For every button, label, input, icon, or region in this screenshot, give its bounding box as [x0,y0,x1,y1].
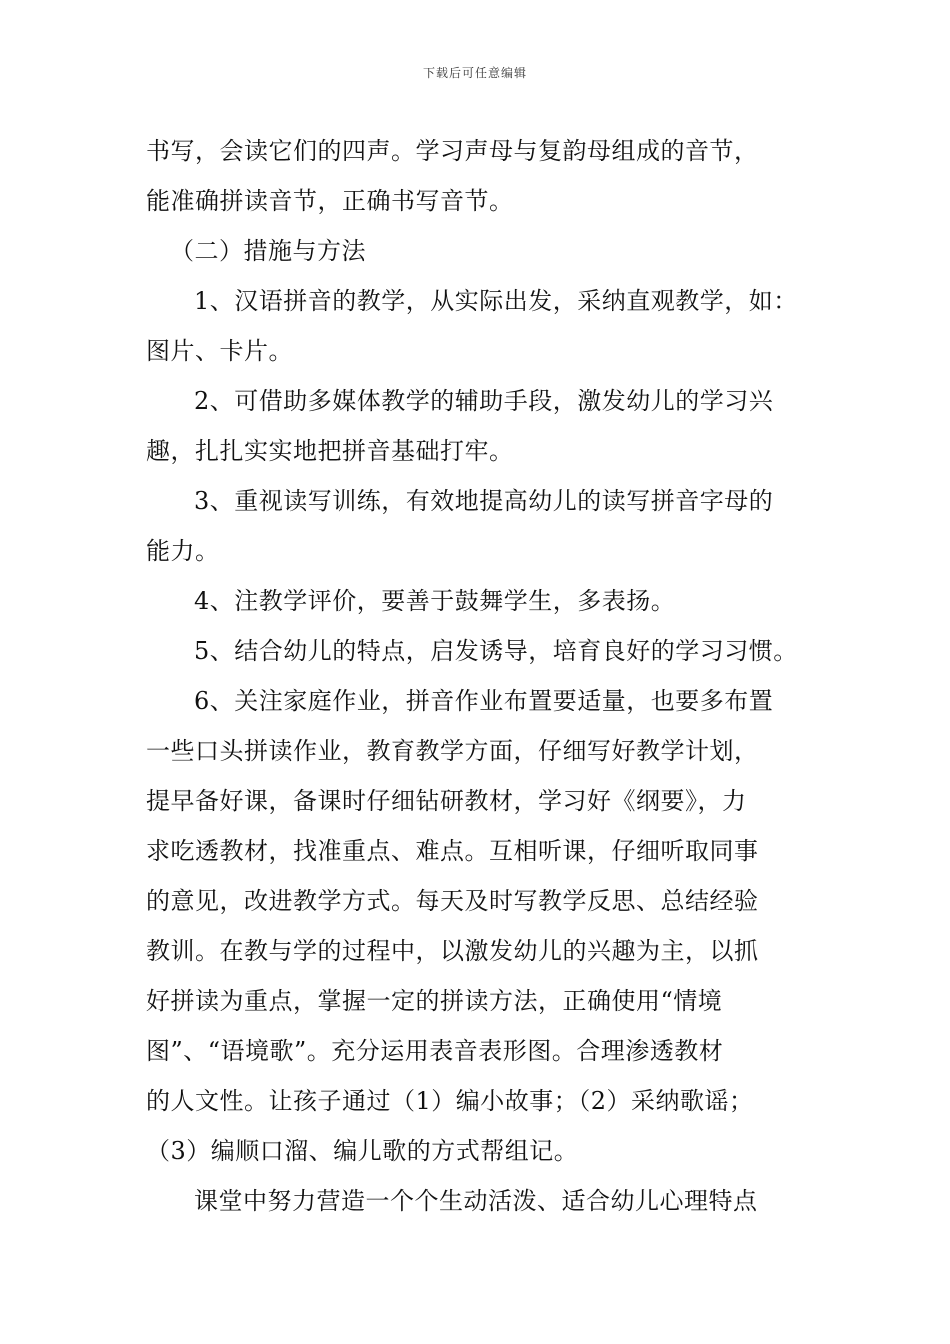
text-line: 图片、卡片。 [146,337,293,365]
text-line: 4、注教学评价，要善于鼓舞学生，多表扬。 [194,587,676,615]
text-line: 5、结合幼儿的特点，启发诱导，培育良好的学习习惯。 [194,637,798,665]
text-line: 课堂中努力营造一个个生动活泼、适合幼儿心理特点 [194,1187,758,1215]
text-line: 好拼读为重点，掌握一定的拼读方法，正确使用“情境 [146,987,723,1015]
text-line: 2、可借助多媒体教学的辅助手段，激发幼儿的学习兴 [194,387,774,415]
text-line: 求吃透教材，找准重点、难点。互相听课，仔细听取同事 [146,837,759,865]
text-line: 书写，会读它们的四声。学习声母与复韵母组成的音节， [146,137,759,165]
text-line: （3）编顺口溜、编儿歌的方式帮组记。 [146,1137,579,1165]
page-header-note: 下载后可任意编辑 [422,66,527,80]
text-line: 6、关注家庭作业，拼音作业布置要适量，也要多布置 [194,687,774,715]
text-line: 能力。 [146,537,220,565]
text-line: 趣，扎扎实实地把拼音基础打牢。 [146,437,514,465]
text-line: 的人文性。让孩子通过（1）编小故事；（2）采纳歌谣； [146,1087,754,1115]
text-line: 教训。在教与学的过程中，以激发幼儿的兴趣为主，以抓 [146,937,759,965]
text-line: 1、汉语拼音的教学，从实际出发，采纳直观教学，如： [194,287,798,315]
document-body [146,126,814,1226]
text-line: 图”、“语境歌”。充分运用表音表形图。合理渗透教材 [146,1037,724,1065]
text-line: 一些口头拼读作业，教育教学方面，仔细写好教学计划， [146,737,759,765]
text-line: 3、重视读写训练，有效地提高幼儿的读写拼音字母的 [194,487,774,515]
section-heading: （二）措施与方法 [170,237,366,265]
text-line: 的意见，改进教学方式。每天及时写教学反思、总结经验 [146,887,759,915]
text-line: 能准确拼读音节，正确书写音节。 [146,187,514,215]
text-line: 提早备好课，备课时仔细钻研教材，学习好《纲要》，力 [146,787,747,815]
